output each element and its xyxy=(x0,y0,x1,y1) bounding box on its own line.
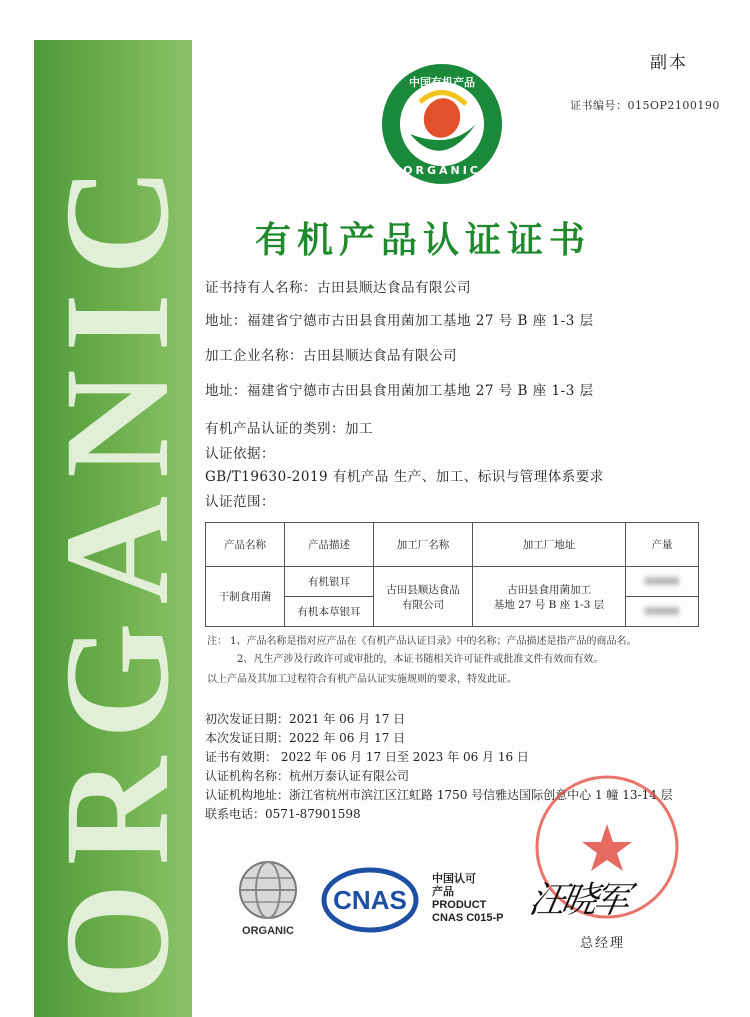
cnas-logo-icon xyxy=(320,865,420,935)
factory-name-cell xyxy=(374,567,473,627)
factory-address-cell xyxy=(473,567,626,627)
cn-cert-line: 中国认可 xyxy=(432,873,476,885)
note-1: 注： 1、产品名称是指对应产品在《有机产品认证目录》中的名称；产品描述是指产品的商品名。 xyxy=(207,636,637,647)
factory-address-line: 基地 27 号 B 座 1-3 层 xyxy=(493,598,605,611)
output-cell-blurred xyxy=(626,597,699,627)
svg-text:ORGANIC: ORGANIC xyxy=(403,164,481,177)
holder-address: 地址：福建省宁德市古田县食用菌加工基地 27 号 B 座 1-3 层 xyxy=(205,313,594,329)
table-header: 加工厂名称 xyxy=(374,523,473,567)
factory-address-line: 古田县食用菌加工 xyxy=(507,583,591,596)
cn-cert-line: CNAS C015-P xyxy=(432,912,504,924)
scope-label: 认证范围： xyxy=(205,494,275,510)
cnas-label: CNAS xyxy=(333,885,407,915)
product-desc-cell: 有机本草银耳 xyxy=(285,597,374,627)
certificate-number: 证书编号：015OP2100190 xyxy=(570,99,720,112)
certificate-title: 有机产品认证证书 xyxy=(255,219,592,261)
validity-period: 证书有效期： 2022 年 06 月 17 日至 2023 年 06 月 16 日 xyxy=(205,750,529,764)
general-manager-title: 总经理 xyxy=(580,936,626,951)
table-header: 产品描述 xyxy=(285,523,374,567)
processor-name: 加工企业名称：古田县顺达食品有限公司 xyxy=(205,348,457,364)
cn-cert-line: PRODUCT xyxy=(432,899,487,911)
processor-address: 地址：福建省宁德市古田县食用菌加工基地 27 号 B 座 1-3 层 xyxy=(205,383,594,399)
basis-standard: GB/T19630-2019 有机产品 生产、加工、标识与管理体系要求 xyxy=(205,469,604,485)
factory-name-line: 有限公司 xyxy=(402,598,444,611)
contact-phone: 联系电话：0571-87901598 xyxy=(205,807,361,821)
output-cell-blurred xyxy=(626,567,699,597)
current-issue-date: 本次发证日期：2022 年 06 月 17 日 xyxy=(205,731,406,745)
factory-name-line: 古田县顺达食品 xyxy=(386,583,460,596)
table-header: 产品名称 xyxy=(206,523,285,567)
signature: 汪晓军 xyxy=(525,880,630,921)
organic-side-band xyxy=(34,40,200,1017)
basis-label: 认证依据： xyxy=(205,446,275,462)
table-header: 加工厂地址 xyxy=(473,523,626,567)
product-table xyxy=(205,522,699,627)
product-desc-cell: 有机银耳 xyxy=(285,567,374,597)
certification-body: 认证机构名称：杭州万泰认证有限公司 xyxy=(205,769,410,783)
certification-category: 有机产品认证的类别：加工 xyxy=(205,421,373,437)
first-issue-date: 初次发证日期：2021 年 06 月 17 日 xyxy=(205,712,406,726)
table-header: 产量 xyxy=(626,523,699,567)
copy-label: 副本 xyxy=(650,53,688,73)
product-name-cell: 干制食用菌 xyxy=(206,567,285,627)
badge-organic-label: ORGANIC xyxy=(242,925,294,937)
svg-text:中国有机产品: 中国有机产品 xyxy=(409,76,475,89)
band-organic-text: ORGANIC xyxy=(34,148,200,1000)
organic-globe-badge-icon xyxy=(228,858,308,938)
holder-name: 证书持有人名称：古田县顺达食品有限公司 xyxy=(205,280,471,296)
certification-body-address: 认证机构地址：浙江省杭州市滨江区江虹路 1750 号信雅达国际创意中心 1 幢 13-14 层 xyxy=(205,788,673,802)
cn-cert-line: 产品 xyxy=(432,886,454,898)
note-3: 以上产品及其加工过程符合有机产品认证实施规则的要求，特发此证。 xyxy=(207,674,517,685)
note-2: 2、凡生产涉及行政许可或审批的，本证书随相关许可证件或批准文件有效而有效。 xyxy=(237,654,604,665)
china-organic-logo-icon xyxy=(380,62,504,186)
cnas-product-mark xyxy=(432,873,504,925)
